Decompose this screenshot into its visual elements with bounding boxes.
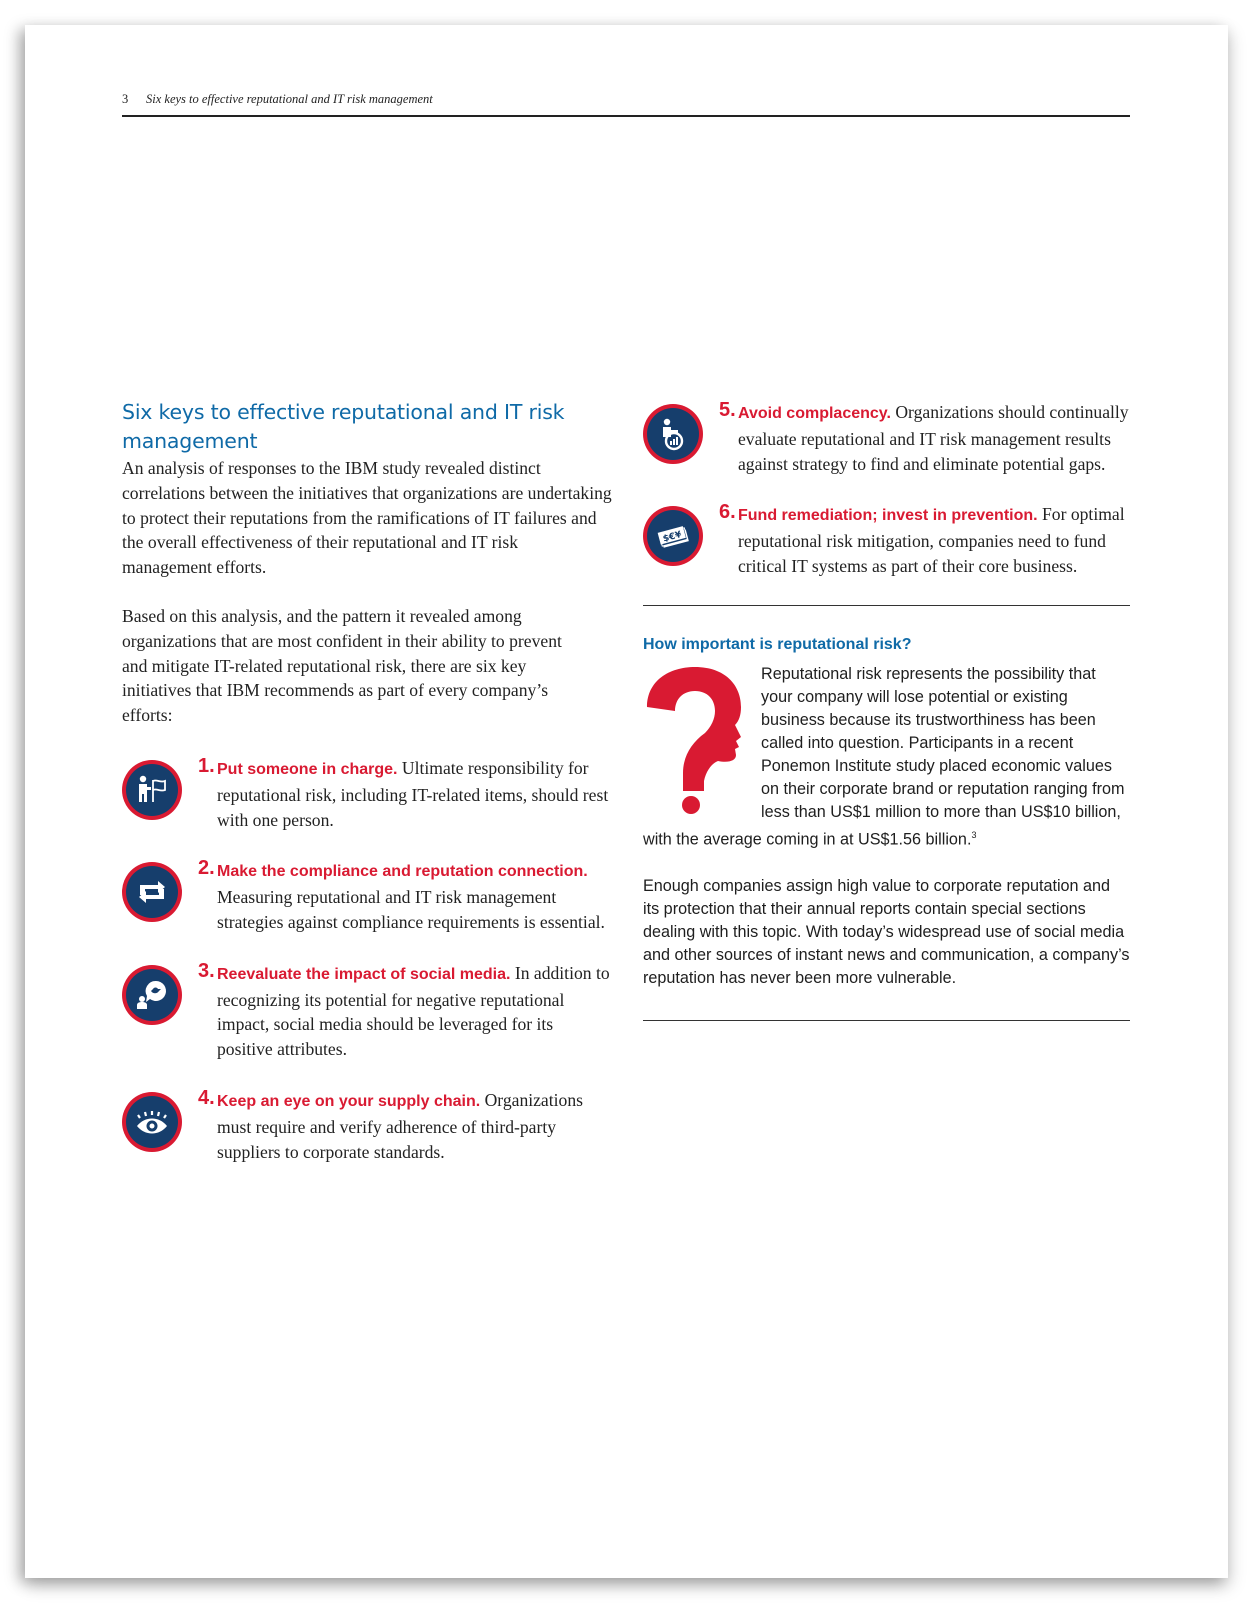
page-number: 3: [122, 92, 129, 106]
sidebar-paragraph-2: Enough companies assign high value to corporate reputation and its protection that their annual reports contain special sections dealing with this topic. With today’s widespread use of social media and other sources of instant news and communication, a company’s reputation has never been more vulnerable.: [643, 876, 1130, 987]
svg-text:$€¥: $€¥: [661, 530, 683, 545]
sidebar-bottom-rule: [643, 1020, 1130, 1022]
section-title: Six keys to effective reputational and IT risk management: [122, 400, 565, 453]
key-list-right: [643, 400, 1130, 579]
intro-paragraph-1: An analysis of responses to the IBM study revealed distinct correlations between the initiatives that organizations are undertaking to protect their reputations from the ramifications of IT failures and the overall effectiveness of their reputational and IT risk management efforts.: [122, 458, 612, 578]
key-text: For optimal reputational risk mitigation, companies need to fund critical IT systems as part of their core business.: [738, 504, 1125, 576]
intro-paragraph-2: Based on this analysis, and the pattern it revealed among organizations that are most confident in their ability to prevent and mitigate IT-related reputational risk, there are six key initiatives that IBM recommends as part of every company’s efforts:: [122, 605, 562, 726]
key-number: 5.: [719, 399, 736, 421]
key-item-5: [643, 400, 1130, 476]
key-lead: Make the compliance and reputation connection.: [217, 863, 588, 881]
key-item-6: [643, 502, 1130, 578]
key-number: 3.: [198, 959, 215, 982]
person-chart-icon: [643, 404, 703, 464]
running-header: [122, 92, 1130, 107]
key-item-1: [122, 756, 612, 832]
key-text: Organizations must require and verify adherence of third-party suppliers to corporate standards.: [217, 1089, 583, 1162]
key-lead: Reevaluate the impact of social media.: [217, 965, 511, 983]
sidebar-box: [643, 636, 1130, 989]
right-column: [643, 400, 1130, 1021]
key-number: 4.: [198, 1086, 215, 1109]
key-list-left: [122, 756, 612, 1164]
sidebar-top-rule: [643, 605, 1130, 607]
currency-bills-icon: [643, 506, 703, 566]
key-text: Measuring reputational and IT risk management strategies against compliance requirements is essential.: [217, 887, 605, 932]
key-number: 6.: [719, 501, 736, 524]
question-head-icon: [643, 665, 747, 815]
left-column: [122, 398, 612, 1190]
key-text: Organizations should continually evaluate reputational and IT risk management results against strategy to find and eliminate potential gaps.: [738, 402, 1129, 474]
sidebar-title: How important is reputational risk?: [643, 636, 912, 654]
key-text: Ultimate responsibility for reputational risk, including IT-related items, should rest with one person.: [217, 757, 609, 830]
key-text: In addition to recognizing its potential for negative reputational impact, social media should be leveraged for its positive attributes.: [217, 962, 610, 1060]
key-number: 1.: [198, 754, 215, 777]
key-item-3: [122, 961, 612, 1062]
running-title: Six keys to effective reputational and IT risk management: [146, 92, 433, 106]
sync-arrows-icon: [122, 862, 182, 922]
social-bird-icon: [122, 965, 182, 1025]
sidebar-paragraph-1-text: Reputational risk represents the possibility that your company will lose potential or existing business because its trustworthiness has been called into question. Participants in a recent Ponemon Institute study placed economic values on their corporate brand or reputation ranging from less than US$1 million to more than US$10 billion, with the average coming in at US$1.56 billion.: [643, 665, 1125, 849]
eye-icon: [122, 1092, 182, 1152]
header-rule: [122, 115, 1130, 117]
key-lead: Put someone in charge.: [217, 760, 398, 778]
key-lead: Avoid complacency.: [738, 405, 891, 422]
key-lead: Keep an eye on your supply chain.: [217, 1092, 481, 1110]
key-item-4: [122, 1088, 612, 1164]
key-number: 2.: [198, 857, 215, 880]
key-item-2: [122, 858, 612, 934]
key-lead: Fund remediation; invest in prevention.: [738, 507, 1038, 525]
footnote-marker: 3: [971, 830, 977, 841]
person-flag-icon: [122, 760, 182, 820]
